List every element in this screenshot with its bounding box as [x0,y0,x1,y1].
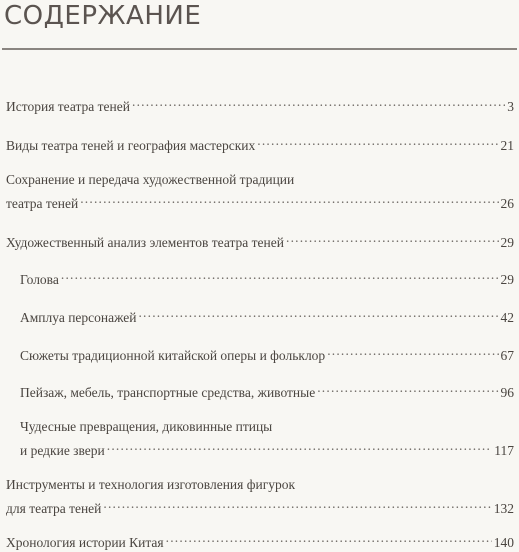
toc-page-number: 29 [500,235,514,250]
toc-page-number: 132 [493,501,514,516]
toc-entry[interactable] [6,475,514,518]
toc-entry[interactable] [6,170,514,213]
toc-entry-row [6,92,514,116]
toc-entry-title-line1: Сохранение и передача художественной традиции [6,172,295,187]
toc-page-number: 29 [500,272,514,287]
toc-page-number: 140 [493,535,514,550]
toc-entry-title: Виды театра теней и география мастерских [6,138,256,153]
dot-leader [327,341,498,360]
toc-page-number: 26 [500,196,514,211]
toc-page-number: 96 [500,385,514,400]
toc-entry-title: Хронология истории Китая [6,535,164,550]
toc-entry[interactable] [6,92,514,116]
toc-page-number: 67 [500,348,514,363]
dot-leader [132,92,505,111]
dot-leader [107,436,492,455]
toc-entry-title-line2: и редкие звери [20,443,105,458]
toc-entry-row [20,436,514,460]
dot-leader [166,528,492,547]
toc-entry-title: История театра теней [6,99,130,114]
dot-leader [138,303,498,322]
toc-entry-title-line1: Чудесные превращения, диковинные птицы [20,419,273,434]
toc-subentry[interactable] [20,378,514,402]
toc-entry-title: Сюжеты традиционной китайской оперы и фольклор [20,348,326,363]
toc-entry[interactable] [6,131,514,155]
toc-page-number: 21 [500,138,514,153]
toc-entry[interactable] [6,528,514,552]
toc-page-number: 117 [494,443,514,458]
toc-entry-row [6,494,514,518]
dot-leader [286,228,499,247]
toc-subentry[interactable] [20,303,514,327]
toc-entry-row [6,528,514,552]
toc-entry-row [20,378,514,402]
toc-entry-row [20,265,514,289]
toc-subentry[interactable] [20,417,514,460]
toc-entry-row [6,131,514,155]
toc-entry[interactable] [6,228,514,252]
page-title: СОДЕРЖАНИЕ [4,1,202,31]
toc-entry-title: Пейзаж, мебель, транспортные средства, животные [20,385,316,400]
toc-page-number: 42 [500,310,514,325]
dot-leader [317,378,498,397]
toc-entry-row [6,228,514,252]
dot-leader [103,494,491,513]
toc-entry-title: Голова [20,272,59,287]
toc-entry-title-line2: для театра теней [6,501,102,516]
toc-entry-title: Амплуа персонажей [20,310,137,325]
dot-leader [61,265,499,284]
dot-leader [257,131,498,150]
toc-entry-row [6,189,514,213]
toc-page-number: 3 [507,99,514,114]
toc-entry-title-line1: Инструменты и технология изготовления фигурок [6,477,296,492]
toc-entry-row [20,303,514,327]
toc-entry-title-line2: театра теней [6,196,79,211]
toc-subentry[interactable] [20,265,514,289]
toc-entry-title: Художественный анализ элементов театра теней [6,235,284,250]
dot-leader [80,189,498,208]
toc-entry-row [20,341,514,365]
toc-subentry[interactable] [20,341,514,365]
